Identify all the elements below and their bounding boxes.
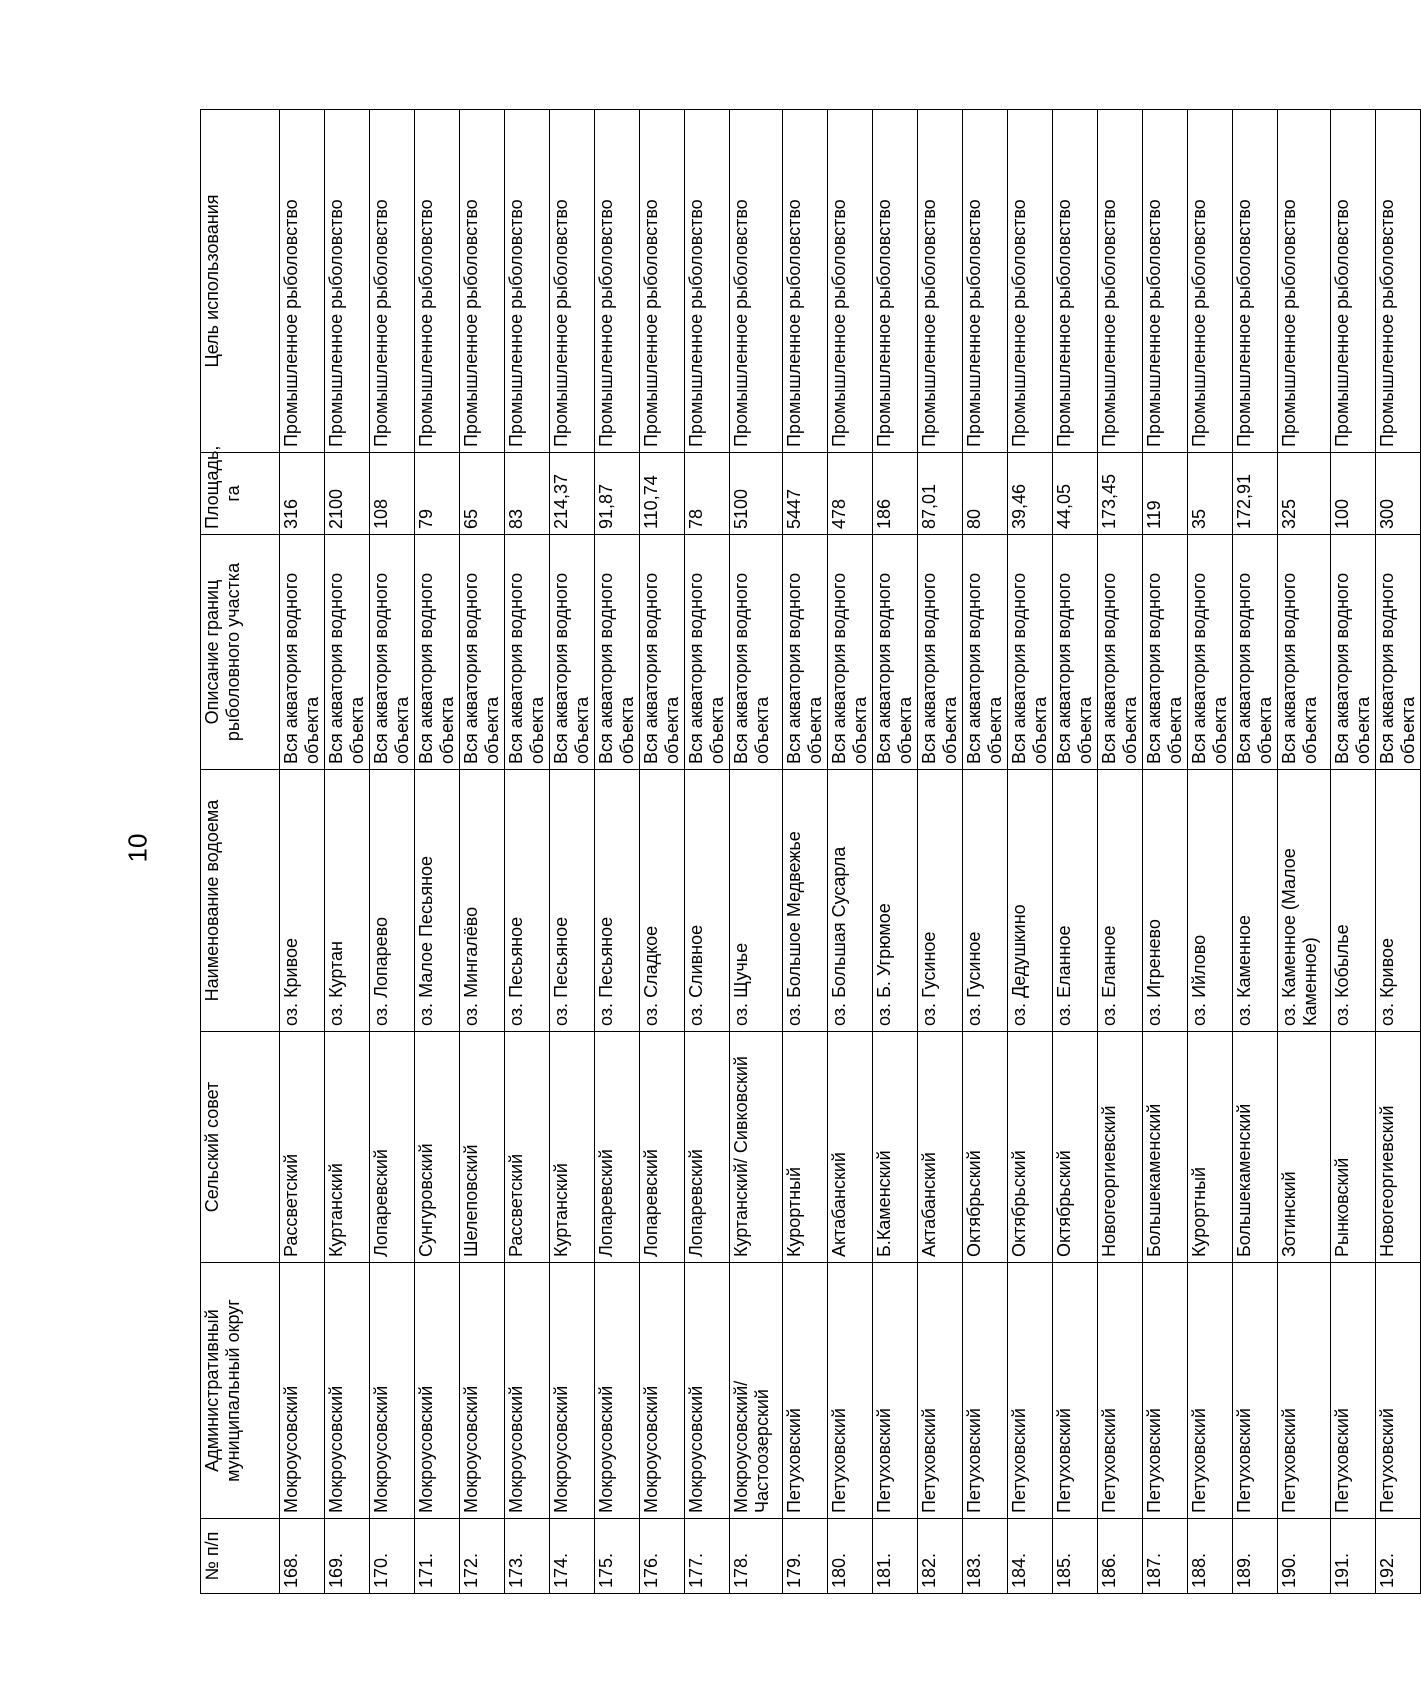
cell-purpose: Промышленное рыболовство: [1233, 110, 1278, 453]
cell-council: Лопаревский: [595, 1032, 640, 1263]
table-row: [828, 110, 873, 1594]
cell-boundaries: Вся акватория водного объекта: [1188, 535, 1233, 770]
cell-district: Мокроусовский/ Частоозерский: [730, 1263, 783, 1519]
cell-purpose: Промышленное рыболовство: [1188, 110, 1233, 453]
cell-number: 186.: [1098, 1519, 1143, 1594]
cell-number: 188.: [1188, 1519, 1233, 1594]
cell-number: 183.: [963, 1519, 1008, 1594]
cell-water-body: оз. Гусиное: [918, 770, 963, 1032]
cell-district: Петуховский: [1143, 1263, 1188, 1519]
cell-council: Куртанский: [325, 1032, 370, 1263]
cell-purpose: Промышленное рыболовство: [640, 110, 685, 453]
cell-area: 119: [1143, 453, 1188, 535]
cell-water-body: оз. Игренево: [1143, 770, 1188, 1032]
cell-number: 171.: [415, 1519, 460, 1594]
cell-district: Петуховский: [1376, 1263, 1421, 1519]
cell-council: Рассветский: [505, 1032, 550, 1263]
cell-area: 5100: [730, 453, 783, 535]
cell-boundaries: Вся акватория водного объекта: [1143, 535, 1188, 770]
table-row: [1233, 110, 1278, 1594]
cell-area: 186: [873, 453, 918, 535]
cell-area: 91,87: [595, 453, 640, 535]
cell-water-body: оз. Песьяное: [505, 770, 550, 1032]
cell-area: 80: [963, 453, 1008, 535]
cell-council: Рассветский: [280, 1032, 325, 1263]
cell-council: Курортный: [1188, 1032, 1233, 1263]
cell-area: 214,37: [550, 453, 595, 535]
cell-water-body: оз. Песьяное: [595, 770, 640, 1032]
cell-council: Куртанский: [550, 1032, 595, 1263]
header-boundaries: Описание границ рыболовного участка: [201, 535, 280, 770]
table-row: [873, 110, 918, 1594]
cell-council: Большекаменский: [1233, 1032, 1278, 1263]
table-row: [685, 110, 730, 1594]
cell-council: Зотинский: [1278, 1032, 1331, 1263]
cell-district: Мокроусовский: [685, 1263, 730, 1519]
header-council: Сельский совет: [201, 1032, 280, 1263]
cell-boundaries: Вся акватория водного объекта: [280, 535, 325, 770]
cell-council: Большекаменский: [1143, 1032, 1188, 1263]
cell-area: 5447: [783, 453, 828, 535]
cell-district: Мокроусовский: [280, 1263, 325, 1519]
cell-water-body: оз. Сливное: [685, 770, 730, 1032]
cell-area: 108: [370, 453, 415, 535]
cell-council: Рынковский: [1331, 1032, 1376, 1263]
table-row: [1008, 110, 1053, 1594]
cell-water-body: оз. Кривое: [280, 770, 325, 1032]
cell-water-body: оз. Кривое: [1376, 770, 1421, 1032]
cell-boundaries: Вся акватория водного объекта: [1331, 535, 1376, 770]
cell-purpose: Промышленное рыболовство: [415, 110, 460, 453]
table-row: [1143, 110, 1188, 1594]
cell-district: Петуховский: [963, 1263, 1008, 1519]
cell-water-body: оз. Каменное: [1233, 770, 1278, 1032]
cell-purpose: Промышленное рыболовство: [783, 110, 828, 453]
cell-purpose: Промышленное рыболовство: [595, 110, 640, 453]
cell-district: Мокроусовский: [325, 1263, 370, 1519]
cell-number: 178.: [730, 1519, 783, 1594]
header-area: Площадь, га: [201, 453, 280, 535]
table-row: [1278, 110, 1331, 1594]
cell-district: Петуховский: [1278, 1263, 1331, 1519]
rotated-table-frame: [200, 110, 1418, 1594]
cell-council: Лопаревский: [370, 1032, 415, 1263]
cell-district: Мокроусовский: [460, 1263, 505, 1519]
cell-water-body: оз. Еланное: [1098, 770, 1143, 1032]
cell-area: 65: [460, 453, 505, 535]
table-row: [730, 110, 783, 1594]
table-row: [325, 110, 370, 1594]
cell-area: 79: [415, 453, 460, 535]
header-purpose: Цель использования: [201, 110, 280, 453]
cell-district: Петуховский: [1008, 1263, 1053, 1519]
header-water-body: Наименование водоема: [201, 770, 280, 1032]
cell-purpose: Промышленное рыболовство: [828, 110, 873, 453]
cell-boundaries: Вся акватория водного объекта: [685, 535, 730, 770]
rotated-table-container: [200, 110, 1418, 1594]
cell-area: 35: [1188, 453, 1233, 535]
cell-number: 189.: [1233, 1519, 1278, 1594]
cell-council: Октябрьский: [963, 1032, 1008, 1263]
cell-purpose: Промышленное рыболовство: [1376, 110, 1421, 453]
cell-area: 87,01: [918, 453, 963, 535]
cell-purpose: Промышленное рыболовство: [1331, 110, 1376, 453]
cell-purpose: Промышленное рыболовство: [685, 110, 730, 453]
cell-purpose: Промышленное рыболовство: [1008, 110, 1053, 453]
cell-purpose: Промышленное рыболовство: [730, 110, 783, 453]
cell-boundaries: Вся акватория водного объекта: [460, 535, 505, 770]
cell-area: 2100: [325, 453, 370, 535]
cell-area: 39,46: [1008, 453, 1053, 535]
cell-district: Мокроусовский: [370, 1263, 415, 1519]
table-row: [1376, 110, 1421, 1594]
cell-water-body: оз. Щучье: [730, 770, 783, 1032]
cell-number: 192.: [1376, 1519, 1421, 1594]
table-row: [783, 110, 828, 1594]
cell-council: Лопаревский: [685, 1032, 730, 1263]
cell-area: 100: [1331, 453, 1376, 535]
cell-number: 170.: [370, 1519, 415, 1594]
cell-boundaries: Вся акватория водного объекта: [640, 535, 685, 770]
cell-water-body: оз. Гусиное: [963, 770, 1008, 1032]
cell-number: 185.: [1053, 1519, 1098, 1594]
table-row: [640, 110, 685, 1594]
cell-number: 182.: [918, 1519, 963, 1594]
cell-boundaries: Вся акватория водного объекта: [325, 535, 370, 770]
cell-area: 316: [280, 453, 325, 535]
cell-council: Лопаревский: [640, 1032, 685, 1263]
cell-purpose: Промышленное рыболовство: [325, 110, 370, 453]
cell-district: Мокроусовский: [550, 1263, 595, 1519]
cell-number: 187.: [1143, 1519, 1188, 1594]
cell-purpose: Промышленное рыболовство: [918, 110, 963, 453]
cell-boundaries: Вся акватория водного объекта: [595, 535, 640, 770]
table-row: [1053, 110, 1098, 1594]
cell-district: Петуховский: [1188, 1263, 1233, 1519]
cell-number: 169.: [325, 1519, 370, 1594]
cell-area: 110,74: [640, 453, 685, 535]
cell-water-body: оз. Большое Медвежье: [783, 770, 828, 1032]
cell-number: 176.: [640, 1519, 685, 1594]
cell-boundaries: Вся акватория водного объекта: [963, 535, 1008, 770]
cell-district: Петуховский: [783, 1263, 828, 1519]
cell-council: Актабанский: [918, 1032, 963, 1263]
cell-water-body: оз. Б. Угрюмое: [873, 770, 918, 1032]
cell-district: Мокроусовский: [415, 1263, 460, 1519]
header-number: № п/п: [201, 1519, 280, 1594]
cell-water-body: оз. Куртан: [325, 770, 370, 1032]
cell-purpose: Промышленное рыболовство: [370, 110, 415, 453]
cell-district: Петуховский: [1098, 1263, 1143, 1519]
cell-district: Мокроусовский: [640, 1263, 685, 1519]
table-row: [280, 110, 325, 1594]
cell-water-body: оз. Дедушкино: [1008, 770, 1053, 1032]
table-header-row: [201, 110, 280, 1594]
cell-boundaries: Вся акватория водного объекта: [1053, 535, 1098, 770]
cell-boundaries: Вся акватория водного объекта: [783, 535, 828, 770]
header-district: Административный муниципальный округ: [201, 1263, 280, 1519]
cell-purpose: Промышленное рыболовство: [505, 110, 550, 453]
fishing-areas-table: [200, 109, 1421, 1594]
cell-boundaries: Вся акватория водного объекта: [918, 535, 963, 770]
table-row: [1331, 110, 1376, 1594]
cell-boundaries: Вся акватория водного объекта: [1098, 535, 1143, 770]
table-row: [1098, 110, 1143, 1594]
cell-water-body: оз. Мингалёво: [460, 770, 505, 1032]
cell-number: 175.: [595, 1519, 640, 1594]
cell-number: 184.: [1008, 1519, 1053, 1594]
cell-number: 181.: [873, 1519, 918, 1594]
cell-number: 180.: [828, 1519, 873, 1594]
table-row: [918, 110, 963, 1594]
cell-council: Куртанский/ Сивковский: [730, 1032, 783, 1263]
cell-water-body: оз. Песьяное: [550, 770, 595, 1032]
table-row: [460, 110, 505, 1594]
cell-purpose: Промышленное рыболовство: [550, 110, 595, 453]
cell-council: Сунгуровский: [415, 1032, 460, 1263]
cell-area: 300: [1376, 453, 1421, 535]
cell-number: 191.: [1331, 1519, 1376, 1594]
cell-council: Октябрьский: [1053, 1032, 1098, 1263]
cell-council: Б.Каменский: [873, 1032, 918, 1263]
cell-district: Петуховский: [1053, 1263, 1098, 1519]
cell-area: 172,91: [1233, 453, 1278, 535]
cell-number: 179.: [783, 1519, 828, 1594]
table-row: [595, 110, 640, 1594]
cell-boundaries: Вся акватория водного объекта: [1008, 535, 1053, 770]
cell-purpose: Промышленное рыболовство: [1098, 110, 1143, 453]
cell-area: 44,05: [1053, 453, 1098, 535]
cell-water-body: оз. Сладкое: [640, 770, 685, 1032]
cell-purpose: Промышленное рыболовство: [280, 110, 325, 453]
cell-number: 172.: [460, 1519, 505, 1594]
cell-council: Актабанский: [828, 1032, 873, 1263]
cell-number: 190.: [1278, 1519, 1331, 1594]
cell-boundaries: Вся акватория водного объекта: [415, 535, 460, 770]
cell-boundaries: Вся акватория водного объекта: [1233, 535, 1278, 770]
cell-water-body: оз. Лопарево: [370, 770, 415, 1032]
cell-council: Новогеоргиевский: [1376, 1032, 1421, 1263]
cell-number: 174.: [550, 1519, 595, 1594]
cell-area: 478: [828, 453, 873, 535]
table-body: [280, 110, 1421, 1594]
cell-water-body: оз. Ийлово: [1188, 770, 1233, 1032]
cell-boundaries: Вся акватория водного объекта: [505, 535, 550, 770]
cell-council: Шелеповский: [460, 1032, 505, 1263]
cell-district: Петуховский: [1233, 1263, 1278, 1519]
cell-water-body: оз. Каменное (Малое Каменное): [1278, 770, 1331, 1032]
cell-purpose: Промышленное рыболовство: [1143, 110, 1188, 453]
cell-council: Новогеоргиевский: [1098, 1032, 1143, 1263]
table-row: [415, 110, 460, 1594]
cell-number: 177.: [685, 1519, 730, 1594]
cell-district: Мокроусовский: [595, 1263, 640, 1519]
cell-water-body: оз. Еланное: [1053, 770, 1098, 1032]
table-row: [1188, 110, 1233, 1594]
cell-purpose: Промышленное рыболовство: [873, 110, 918, 453]
cell-area: 173,45: [1098, 453, 1143, 535]
cell-district: Мокроусовский: [505, 1263, 550, 1519]
cell-water-body: оз. Малое Песьяное: [415, 770, 460, 1032]
cell-district: Петуховский: [873, 1263, 918, 1519]
cell-district: Петуховский: [1331, 1263, 1376, 1519]
cell-boundaries: Вся акватория водного объекта: [730, 535, 783, 770]
cell-area: 78: [685, 453, 730, 535]
cell-purpose: Промышленное рыболовство: [460, 110, 505, 453]
cell-district: Петуховский: [828, 1263, 873, 1519]
table-row: [505, 110, 550, 1594]
cell-water-body: оз. Большая Сусарла: [828, 770, 873, 1032]
cell-purpose: Промышленное рыболовство: [1053, 110, 1098, 453]
cell-council: Курортный: [783, 1032, 828, 1263]
cell-boundaries: Вся акватория водного объекта: [873, 535, 918, 770]
cell-council: Октябрьский: [1008, 1032, 1053, 1263]
table-row: [550, 110, 595, 1594]
cell-boundaries: Вся акватория водного объекта: [828, 535, 873, 770]
cell-purpose: Промышленное рыболовство: [963, 110, 1008, 453]
cell-district: Петуховский: [918, 1263, 963, 1519]
cell-boundaries: Вся акватория водного объекта: [550, 535, 595, 770]
cell-area: 325: [1278, 453, 1331, 535]
table-row: [370, 110, 415, 1594]
cell-boundaries: Вся акватория водного объекта: [370, 535, 415, 770]
table-row: [963, 110, 1008, 1594]
cell-number: 173.: [505, 1519, 550, 1594]
cell-water-body: оз. Кобылье: [1331, 770, 1376, 1032]
cell-boundaries: Вся акватория водного объекта: [1278, 535, 1331, 770]
page-number: 10: [122, 833, 153, 863]
cell-purpose: Промышленное рыболовство: [1278, 110, 1331, 453]
cell-number: 168.: [280, 1519, 325, 1594]
cell-area: 83: [505, 453, 550, 535]
cell-boundaries: Вся акватория водного объекта: [1376, 535, 1421, 770]
